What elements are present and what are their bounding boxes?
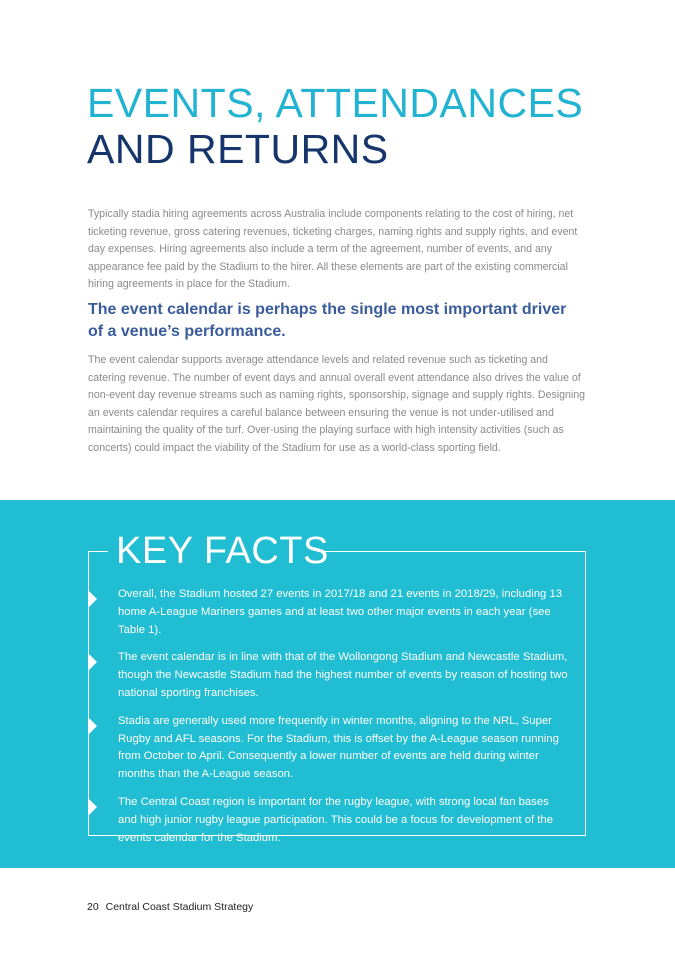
key-fact-text: Overall, the Stadium hosted 27 events in 2017/18 and 21 events in 2018/29, including 13 home A-League Mariners games and at least two other major events in each year (see Table 1).: [118, 588, 563, 636]
section-subheading: The event calendar is perhaps the single most important driver of a venue’s performance.: [88, 301, 567, 340]
key-fact-item: [118, 649, 568, 702]
key-fact-item: [118, 713, 568, 784]
page-title: [87, 80, 583, 172]
key-fact-item: [118, 794, 568, 847]
key-facts-title: KEY FACTS: [116, 530, 329, 572]
key-facts-frame-top-right: [318, 551, 586, 552]
page-number: 20: [87, 901, 99, 913]
key-facts-list: [118, 586, 568, 857]
key-facts-frame-top-left: [88, 551, 108, 552]
publication-title: Central Coast Stadium Strategy: [105, 901, 254, 913]
arrow-marker-icon: [88, 798, 97, 816]
key-fact-text: The Central Coast region is important for the rugby league, with strong local fan bases and high junior rugby league participation. This could be a focus for development of the events calendar for the Stadium.: [118, 795, 554, 844]
key-fact-text: The event calendar is in line with that of the Wollongong Stadium and Newcastle Stadium, though the Newcastle Stadium had the highest number of events by reason of hosting two national sporting franchises.: [118, 651, 568, 699]
arrow-marker-icon: [88, 717, 97, 735]
arrow-marker-icon: [88, 590, 97, 608]
intro-paragraph: Typically stadia hiring agreements across Australia include components relating to the cost of hiring, net ticketing revenue, gross catering revenues, ticketing charges, naming rights and supply rights, and event day expenses. Hiring agreements also include a term of the agreement, number of events, and any appearance fee paid by the Stadium to the hirer. All these elements are part of the existing commercial hiring agreements in place for the Stadium.: [88, 208, 578, 290]
arrow-marker-icon: [88, 653, 97, 671]
key-fact-item: [118, 586, 568, 639]
page-title-line-1: EVENTS, ATTENDANCES: [87, 80, 584, 126]
body-paragraph: The event calendar supports average attendance levels and related revenue such as ticketing and catering revenue. The number of event days and annual overall event attendance also drives the value of non-event day revenue streams such as naming rights, sponsorship, signage and supply rights. Designing an events calendar requires a careful balance between ensuring the venue is not under-utilised and maintaining the quality of the turf. Over-using the playing surface with high intensity activities (such as concerts) could impact the viability of the Stadium for use as a world-class sporting field.: [88, 354, 586, 454]
key-fact-text: Stadia are generally used more frequently in winter months, aligning to the NRL, Super Rugby and AFL seasons. For the Stadium, this is offset by the A-League season running from October to April. Consequently a lower number of events are held during winter months than the A-League season.: [118, 714, 559, 781]
page-footer: [87, 901, 253, 913]
page-title-line-2: AND RETURNS: [87, 126, 389, 172]
